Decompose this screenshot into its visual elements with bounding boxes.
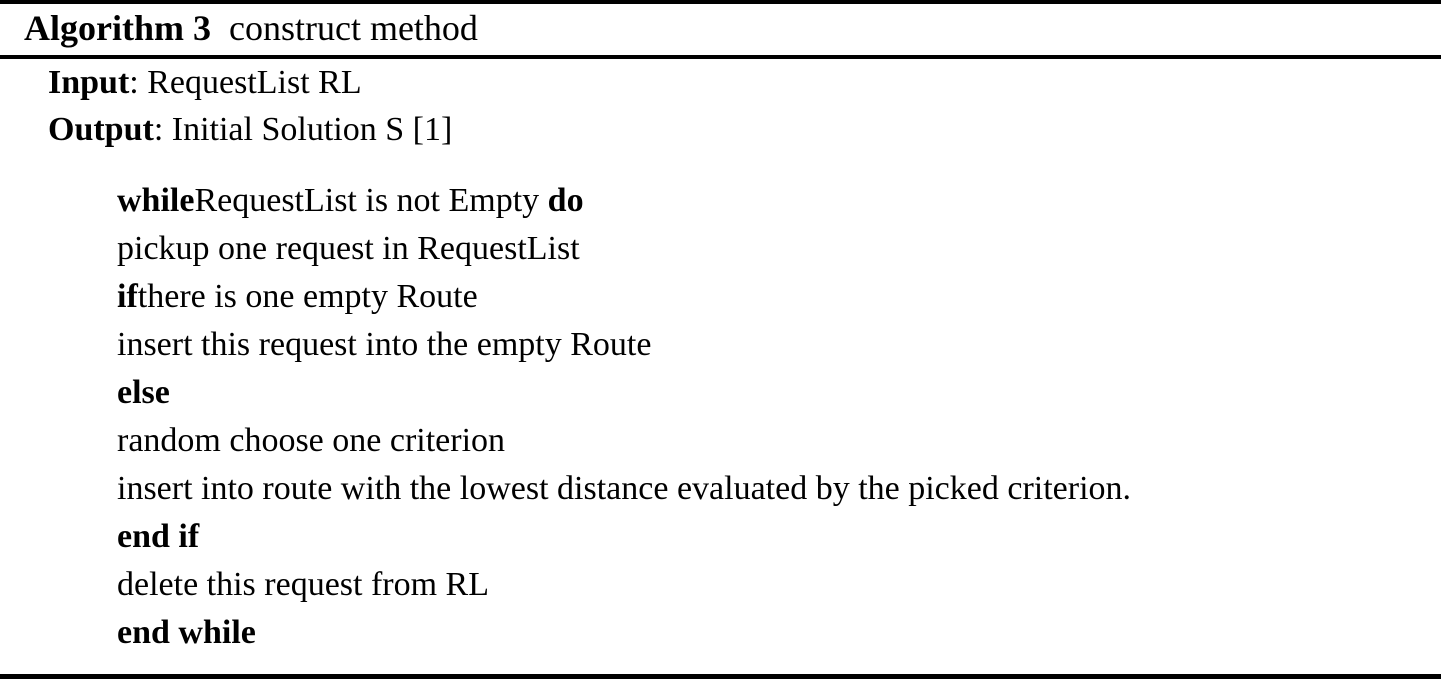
step-text bbox=[117, 561, 489, 609]
step-statement: insert into route with the lowest distance evaluated by the picked criterion. bbox=[117, 470, 1132, 507]
step-keyword: while bbox=[117, 182, 195, 219]
algorithm-name: construct method bbox=[228, 8, 478, 48]
step-text bbox=[117, 513, 199, 561]
step-keyword: if bbox=[117, 278, 138, 315]
step-statement: there is one empty Route bbox=[137, 278, 478, 315]
step-text bbox=[117, 177, 584, 225]
step-statement: pickup one request in RequestList bbox=[117, 230, 580, 267]
step-keyword: do bbox=[547, 182, 584, 219]
input-keyword: Input bbox=[48, 64, 130, 101]
input-text: : RequestList RL bbox=[129, 64, 362, 101]
step-text bbox=[117, 417, 505, 465]
output-keyword: Output bbox=[48, 111, 154, 148]
step-keyword: else bbox=[117, 374, 170, 411]
step-statement: RequestList is not Empty bbox=[194, 182, 548, 219]
output-line bbox=[48, 106, 452, 154]
input-line bbox=[48, 59, 362, 107]
step-text bbox=[117, 465, 1131, 513]
bottom-rule bbox=[0, 674, 1441, 679]
step-statement: random choose one criterion bbox=[117, 422, 506, 459]
step-text bbox=[117, 321, 651, 369]
step-text bbox=[117, 369, 170, 417]
step-statement: delete this request from RL bbox=[117, 566, 490, 603]
output-text: : Initial Solution S [1] bbox=[153, 111, 453, 148]
step-text bbox=[117, 609, 256, 657]
step-text bbox=[117, 225, 580, 273]
algorithm-caption bbox=[24, 4, 478, 52]
step-text bbox=[117, 273, 478, 321]
algorithm-label: Algorithm 3 bbox=[24, 8, 211, 48]
step-statement: insert this request into the empty Route bbox=[117, 326, 652, 363]
step-keyword: end while bbox=[117, 614, 256, 651]
step-keyword: end if bbox=[117, 518, 200, 555]
